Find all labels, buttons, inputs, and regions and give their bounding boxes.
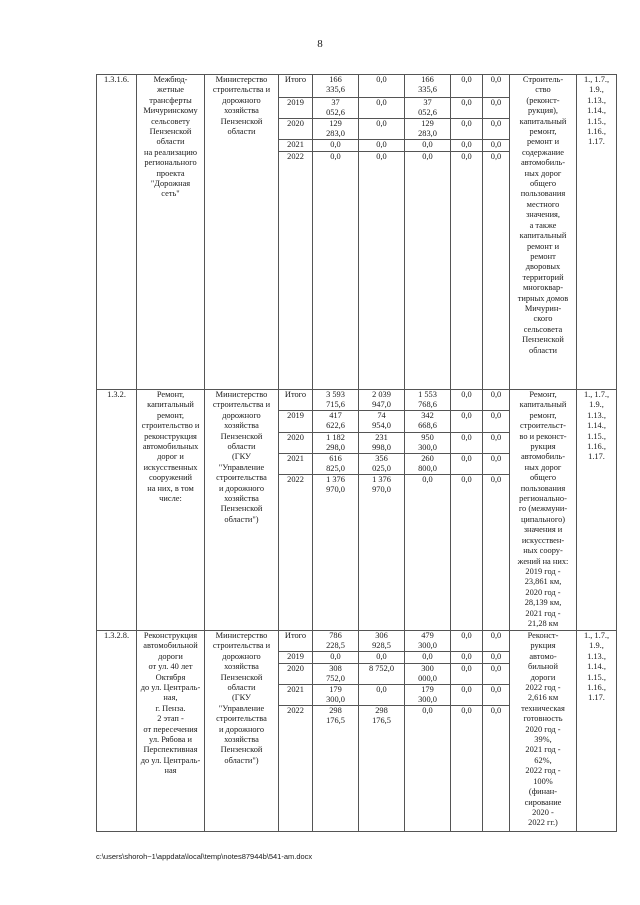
file-path-footer: c:\users\shoroh~1\appdata\local\temp\notes87944b\541-am.docx: [96, 852, 313, 861]
other-column: 0,0 0,0 0,0 0,0 0,0: [483, 631, 510, 832]
year-column: Итого 2019 2020 2021 2022: [279, 75, 313, 390]
program-table: [96, 74, 617, 832]
total-column: 786 228,5 0,0 308 752,0 179 300,0 298 176,5: [313, 631, 359, 832]
row-indicators: 1., 1.7., 1.9., 1.13., 1.14., 1.15., 1.16., 1.17.: [577, 631, 617, 832]
table-row: [97, 390, 617, 631]
row-name: Реконструкция автомобильной дороги от ул. 40 лет Октября до ул. Централь- ная, г. Пенза. 2 этап - от пересечения ул. Рябова и Перспективная до ул. Централь- ная: [137, 631, 205, 832]
federal-column: 2 039 947,0 74 954,0 231 998,0 356 025,0 1 376 970,0: [359, 390, 405, 631]
row-executor: Министерство строительства и дорожного хозяйства Пензенской области (ГКУ "Управление строительства и дорожного хозяйства Пензенской области"): [205, 631, 279, 832]
other-column: 0,0 0,0 0,0 0,0 0,0: [483, 390, 510, 631]
row-executor: Министерство строительства и дорожного хозяйства Пензенской области: [205, 75, 279, 390]
year-column: Итого 2019 2020 2021 2022: [279, 631, 313, 832]
year-column: Итого 2019 2020 2021 2022: [279, 390, 313, 631]
federal-column: 0,0 0,0 0,0 0,0 0,0: [359, 75, 405, 390]
row-result: Строитель- ство (реконст- рукция), капитальный ремонт, ремонт и содержание автомобиль- ных дорог общего пользования местного значения, а также капитальный ремонт и ремонт дворовых территорий многоквар- тирных домов Мичурин- ского сельсовета Пензенской области: [510, 75, 577, 390]
row-indicators: 1., 1.7., 1.9., 1.13., 1.14., 1.15., 1.16., 1.17.: [577, 75, 617, 390]
local-column: 0,0 0,0 0,0 0,0 0,0: [451, 631, 483, 832]
regional-column: 166 335,6 37 052,6 129 283,0 0,0 0,0: [405, 75, 451, 390]
regional-column: 479 300,0 0,0 300 000,0 179 300,0 0,0: [405, 631, 451, 832]
row-result: Ремонт, капитальный ремонт, строительст- во и реконст- рукция автомобиль- ных дорог общего пользования регионально- го (межмуни- ципального) значения и искусствен- ных соору- жений на них: 2019 год - 23,861 км, 2020 год - 28,139 км, 2021 год - 21,28 км: [510, 390, 577, 631]
table-row: [97, 631, 617, 832]
total-column: 3 593 715,6 417 622,6 1 182 298,0 616 825,0 1 376 970,0: [313, 390, 359, 631]
page-number: 8: [317, 38, 323, 50]
other-column: 0,0 0,0 0,0 0,0 0,0: [483, 75, 510, 390]
row-number: 1.3.2.8.: [97, 631, 137, 832]
row-number: 1.3.1.6.: [97, 75, 137, 390]
federal-column: 306 928,5 0,0 8 752,0 0,0 298 176,5: [359, 631, 405, 832]
local-column: 0,0 0,0 0,0 0,0 0,0: [451, 390, 483, 631]
row-result: Реконст- рукция автомо- бильной дороги 2022 год - 2,616 км техническая готовность 2020 год - 39%, 2021 год - 62%, 2022 год - 100% (финан- сирование 2020 - 2022 гг.): [510, 631, 577, 832]
total-column: 166 335,6 37 052,6 129 283,0 0,0 0,0: [313, 75, 359, 390]
table-row: [97, 75, 617, 390]
row-name: Межбюд- жетные трансферты Мичуринскому сельсовету Пензенской области на реализацию регионального проекта "Дорожная сеть": [137, 75, 205, 390]
regional-column: 1 553 768,6 342 668,6 950 300,0 260 800,0 0,0: [405, 390, 451, 631]
row-number: 1.3.2.: [97, 390, 137, 631]
row-indicators: 1., 1.7., 1.9., 1.13., 1.14., 1.15., 1.16., 1.17.: [577, 390, 617, 631]
row-name: Ремонт, капитальный ремонт, строительство и реконструкция автомобильных дорог и искусственных сооружений на них, в том числе:: [137, 390, 205, 631]
row-executor: Министерство строительства и дорожного хозяйства Пензенской области (ГКУ "Управление строительства и дорожного хозяйства Пензенской области"): [205, 390, 279, 631]
local-column: 0,0 0,0 0,0 0,0 0,0: [451, 75, 483, 390]
